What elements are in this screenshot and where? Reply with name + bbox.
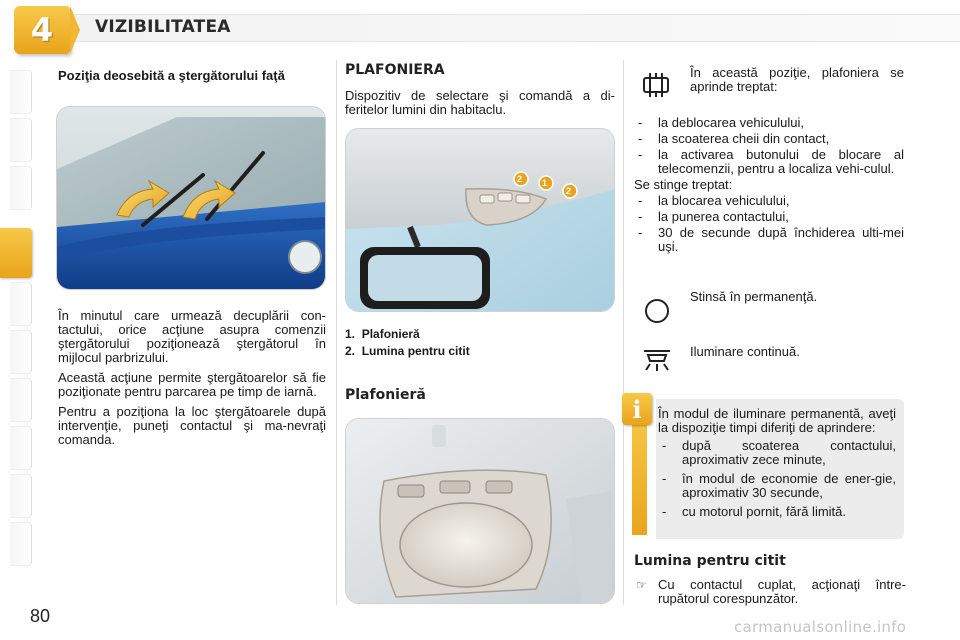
wiper-text [58, 309, 326, 453]
list-item: - 30 de secunde după închiderea ulti-mei uşi. [634, 226, 904, 254]
info-box [632, 393, 904, 543]
watermark: carmanualsonline.info [734, 618, 907, 636]
plafoniera-intro: Dispozitiv de selectare şi comandă a di-feritelor lumini din habitaclu. [345, 88, 615, 117]
legend [345, 326, 615, 360]
callout-2-right: 2 [566, 186, 572, 196]
page-header [0, 0, 960, 58]
pointing-hand-icon: ☞ [636, 578, 647, 592]
legend-item [345, 343, 615, 360]
light-on-icon [640, 345, 674, 373]
info-content [656, 399, 904, 539]
on-list [634, 116, 904, 176]
side-tab[interactable] [10, 70, 32, 114]
column-divider [623, 60, 624, 605]
wiper-paragraph-2: Această acţiune permite ştergătoarelor să fie poziţionate pentru parcarea pe timp de iarnă. [58, 370, 326, 399]
chapter-tab[interactable] [14, 6, 70, 54]
callout-2-left: 2 [517, 174, 523, 184]
list-item: - la activarea butonului de blocare al telecomenzii, pentru a localiza vehi-culul. [634, 148, 904, 176]
legend-label: Lumina pentru citit [361, 344, 470, 358]
page-number: 80 [30, 606, 51, 626]
gradual-mode-text: În această poziţie, plafoniera se aprinde treptat: [690, 65, 904, 94]
wiper-paragraph-3: Pentru a poziţiona la loc ştergătoarele după intervenţie, puneţi contactul şi ma-nevraţi comanda. [58, 404, 326, 447]
console-illustration [346, 129, 615, 312]
side-tab[interactable] [10, 282, 32, 326]
wiper-paragraph-1: În minutul care urmează decuplării con-tactului, orice acţiune asupra comenzii ştergătorului poziţionează ştergătorul în mijlocul parbrizului. [58, 308, 326, 365]
wiper-heading: Poziţia deosebită a ştergătorului faţă [58, 68, 285, 83]
list-item: - în modul de economie de ener-gie, aproximativ 30 secunde, [658, 472, 896, 500]
ceiling-lamp-photo [345, 418, 615, 604]
info-icon: i [622, 393, 652, 425]
side-tab[interactable] [10, 118, 32, 162]
on-mode-text: Iluminare continuă. [690, 344, 800, 359]
reading-light-heading: Lumina pentru citit [634, 553, 786, 569]
plafoniera-subheading: Plafonieră [345, 387, 426, 403]
list-item: - cu motorul pornit, fără limită. [658, 505, 896, 519]
list-item: - la punerea contactului, [634, 210, 904, 224]
gradual-light-icon [638, 70, 674, 100]
section-title: VIZIBILITATEA [95, 17, 231, 37]
info-intro: În modul de iluminare permanentă, aveţi la dispoziţie timpi diferiţi de aprindere: [658, 406, 896, 435]
chapter-side-tabs [0, 60, 34, 580]
info-list [658, 439, 896, 519]
overhead-console-photo [345, 128, 615, 312]
list-item: - la blocarea vehiculului, [634, 194, 904, 208]
list-item: - la scoaterea cheii din contact, [634, 132, 904, 146]
legend-num: 2. [345, 344, 356, 358]
wiper-photo [56, 106, 326, 290]
side-tab-active[interactable] [0, 228, 32, 278]
on-conditions [634, 116, 904, 256]
off-list [634, 194, 904, 254]
chapter-number: 4 [30, 11, 54, 49]
plafoniera-heading: PLAFONIERA [345, 62, 445, 78]
legend-num: 1. [345, 327, 356, 341]
lamp-illustration [346, 419, 615, 604]
light-off-icon [644, 298, 670, 324]
column-divider [336, 60, 337, 605]
side-tab[interactable] [10, 330, 32, 374]
callout-1: 1 [542, 178, 548, 188]
legend-label: Plafonieră [361, 327, 420, 341]
list-item: - la deblocarea vehiculului, [634, 116, 904, 130]
side-tab[interactable] [10, 474, 32, 518]
windshield-illustration [57, 107, 326, 290]
legend-item [345, 326, 615, 343]
list-item: - după scoaterea contactului, aproximativ zece minute, [658, 439, 896, 467]
off-intro: Se stinge treptat: [634, 177, 733, 192]
side-tab[interactable] [10, 378, 32, 422]
reading-light-instruction [636, 578, 906, 606]
off-mode-text: Stinsă în permanenţă. [690, 289, 818, 304]
reading-light-text: Cu contactul cuplat, acţionaţi între-rupătorul corespunzător. [658, 577, 906, 606]
side-tab[interactable] [10, 426, 32, 470]
side-tab[interactable] [10, 166, 32, 210]
side-tab[interactable] [10, 522, 32, 566]
